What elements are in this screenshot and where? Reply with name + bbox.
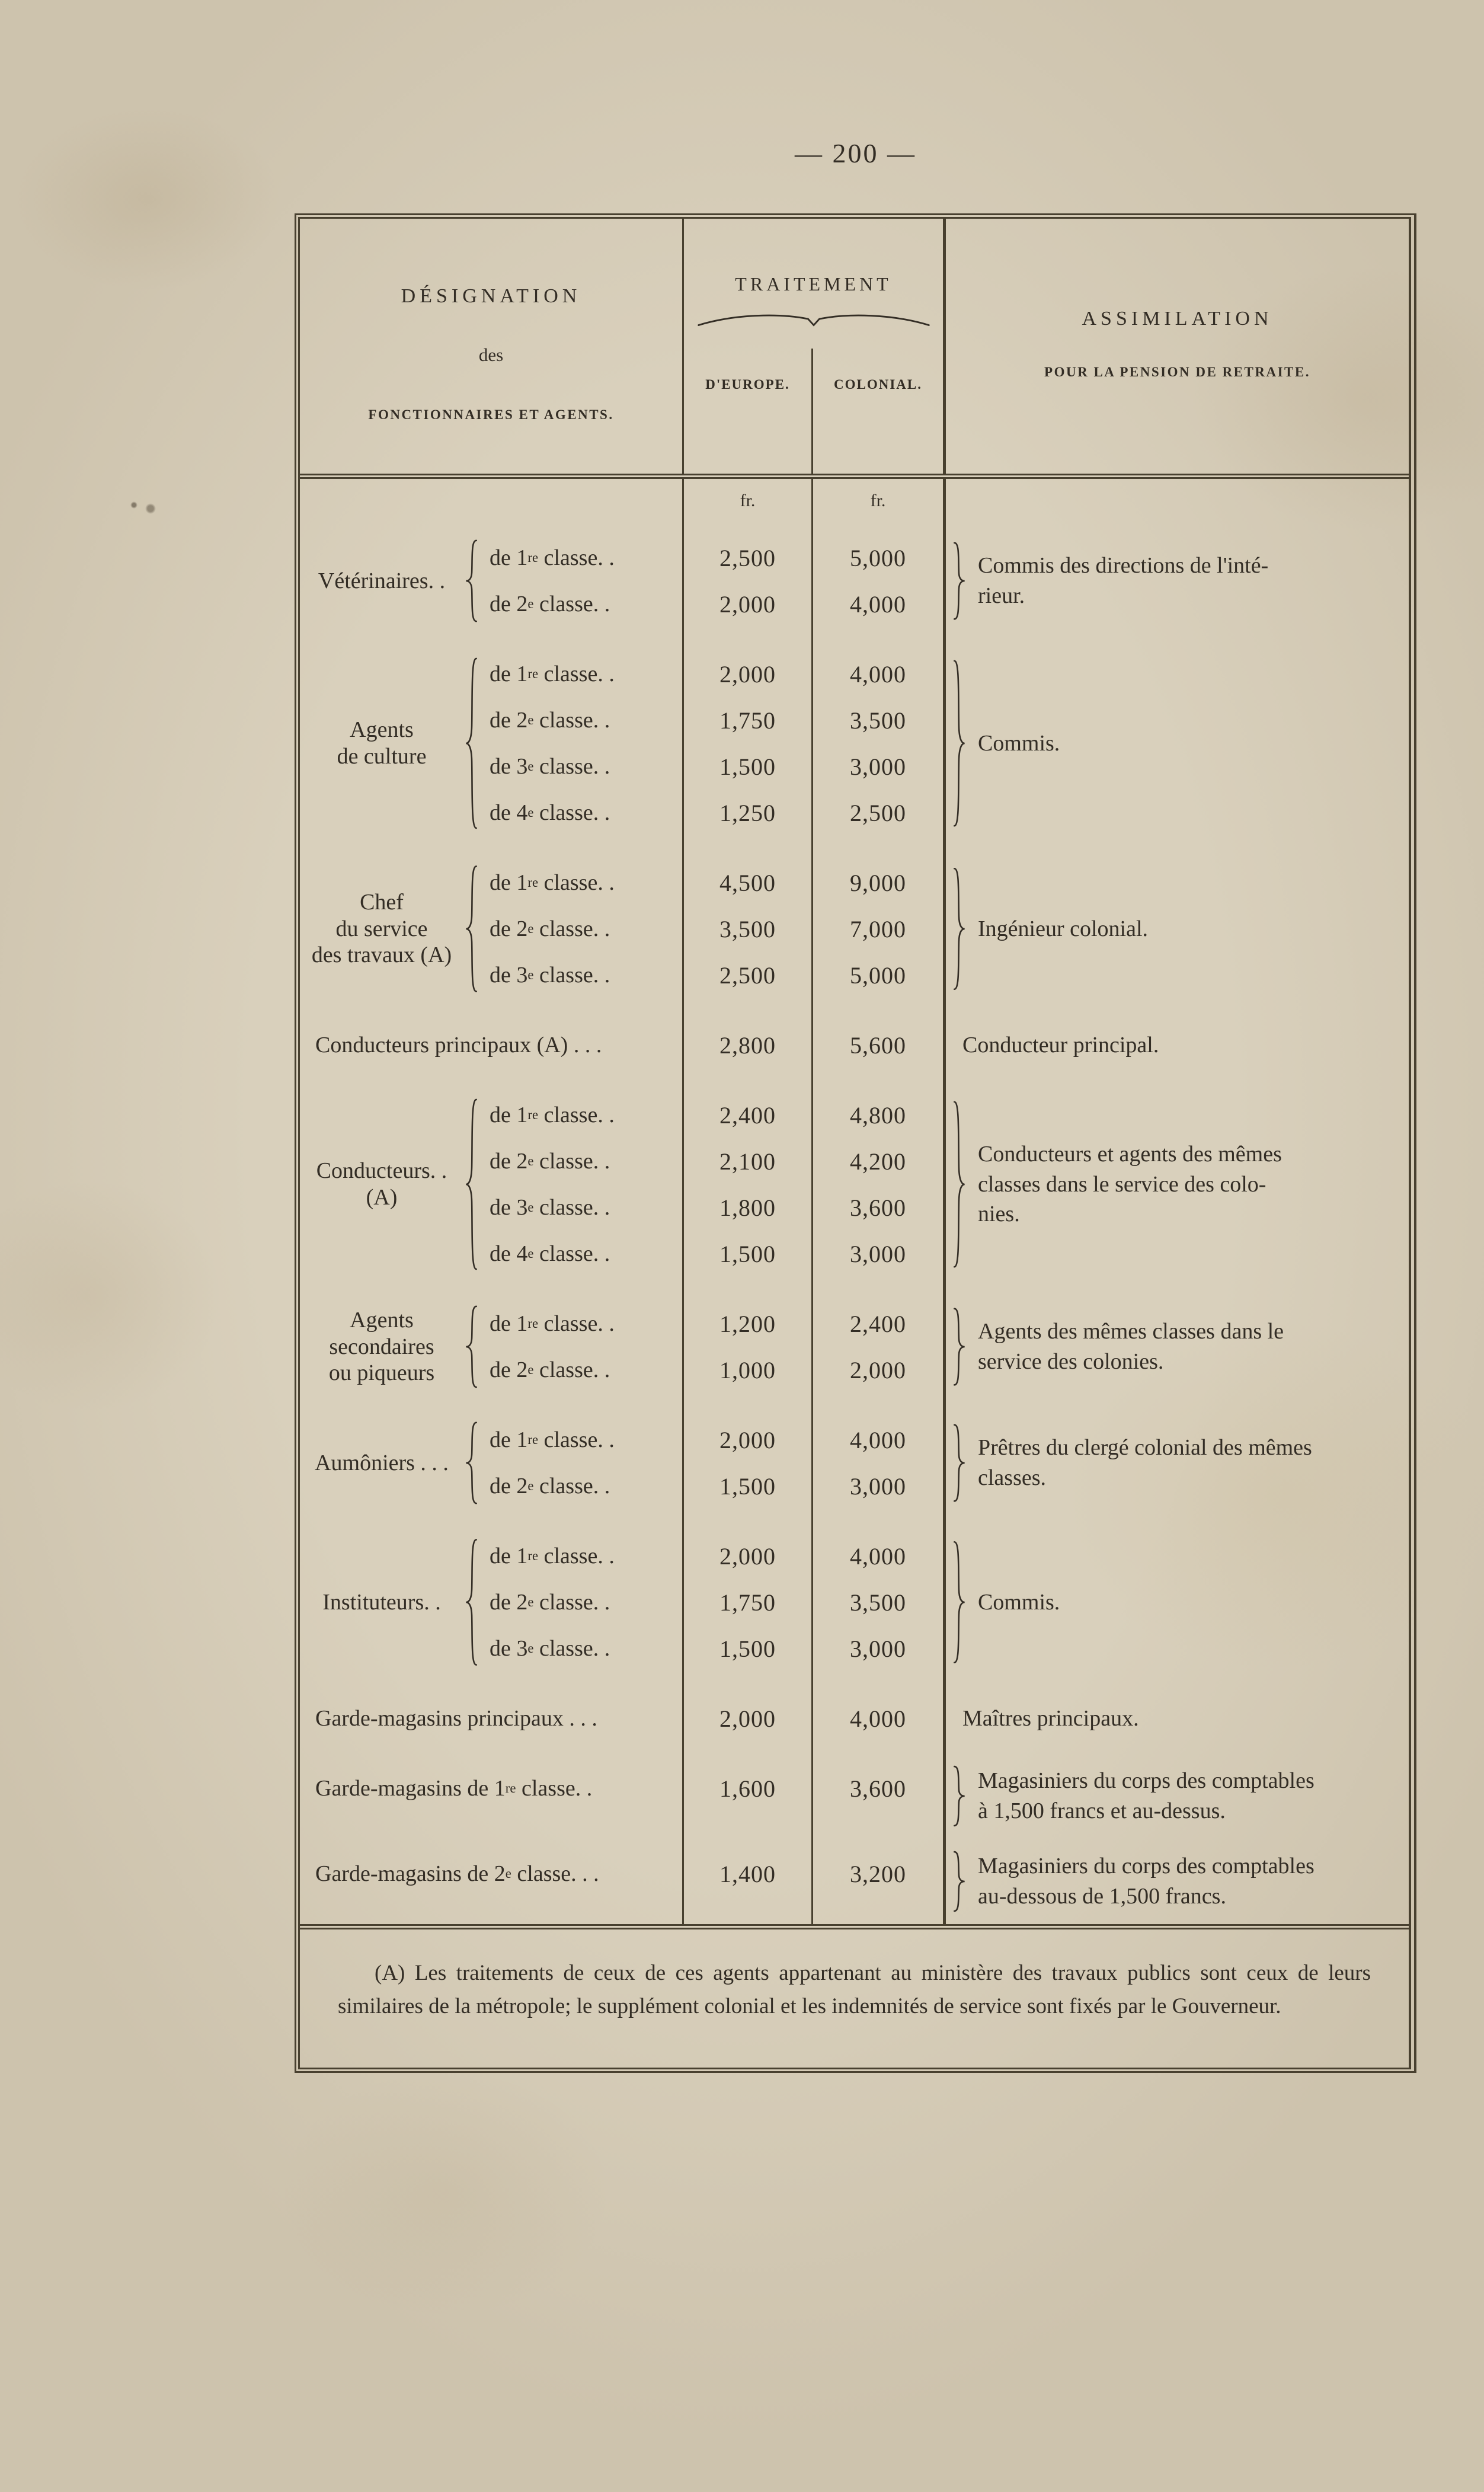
- assimilation-text: [967, 1433, 1312, 1493]
- salary-colonial-cell: [811, 1010, 943, 1080]
- class-row: de 2 e classe. .: [490, 1474, 610, 1499]
- class-row: de 2 e classe. .: [490, 708, 610, 733]
- salary-europe-cell: [682, 1839, 811, 1924]
- assimilation-cell: [943, 1521, 1409, 1683]
- opening-brace: [463, 655, 479, 832]
- class-row: de 1 re classe. .: [490, 1311, 615, 1336]
- assimilation-line: au-dessous de 1,500 francs.: [978, 1884, 1226, 1909]
- assimilation-inner: [946, 1307, 1409, 1386]
- salary-europe-value: 2,500: [719, 961, 776, 989]
- designation-label-line: ou piqueurs: [328, 1360, 435, 1386]
- salary-colonial-value: 5,000: [850, 961, 906, 989]
- closing-brace: [952, 657, 967, 829]
- opening-brace-icon: [463, 655, 479, 832]
- opening-brace: [463, 1537, 479, 1667]
- designation-cell: [300, 848, 682, 1010]
- designation-group-label: [300, 1307, 463, 1386]
- assimilation-line: Commis.: [978, 1589, 1060, 1615]
- salary-europe-value: 3,500: [719, 915, 776, 943]
- class-row: de 2 e classe. .: [490, 1590, 610, 1615]
- salary-colonial-value: 2,400: [850, 1310, 906, 1337]
- table-frame: [295, 213, 1416, 2073]
- assimilation-text: [952, 1704, 1139, 1734]
- salary-colonial-value: 3,600: [850, 1194, 906, 1221]
- class-row: de 2 e classe. .: [490, 1149, 610, 1174]
- salary-europe-value: 2,800: [719, 1031, 776, 1059]
- class-row: de 3 e classe. .: [490, 963, 610, 988]
- closing-brace: [952, 1098, 967, 1270]
- assimilation-cell: [943, 1839, 1409, 1924]
- assimilation-line: Magasiniers du corps des comptables: [978, 1768, 1315, 1794]
- salary-europe-value: 1,400: [719, 1860, 776, 1887]
- salary-europe-cell: [682, 848, 811, 1010]
- assimilation-cell: [943, 1683, 1409, 1753]
- designation-label-line: Vétérinaires. .: [318, 568, 446, 593]
- designation-group-label: [300, 568, 463, 595]
- opening-brace: [463, 864, 479, 994]
- designation-group: [300, 1092, 682, 1277]
- assimilation-text: [967, 729, 1060, 759]
- class-row: de 4 e classe. .: [490, 1241, 610, 1266]
- class-list: [479, 535, 682, 627]
- assimilation-text: [967, 1766, 1315, 1826]
- salary-colonial-cell: [811, 1080, 943, 1289]
- assimilation-text: [967, 1851, 1315, 1912]
- designation-cell: [300, 1080, 682, 1289]
- assimilation-cell: [943, 1080, 1409, 1289]
- unit-colonial: fr.: [811, 479, 943, 523]
- assimilation-text: [967, 914, 1148, 944]
- salary-europe-value: 2,000: [719, 1542, 776, 1570]
- opening-brace-icon: [463, 864, 479, 994]
- salary-europe-value: 1,000: [719, 1356, 776, 1384]
- assimilation-cell: [943, 1405, 1409, 1521]
- assimilation-inner: [946, 1030, 1409, 1060]
- salary-europe-value: 2,000: [719, 1705, 776, 1732]
- salary-colonial-value: 3,500: [850, 1589, 906, 1616]
- designation-cell: [300, 639, 682, 848]
- salary-colonial-cell: [811, 1683, 943, 1753]
- class-row: de 1 re classe. .: [490, 662, 615, 686]
- salary-europe-cell: [682, 1080, 811, 1289]
- closing-brace: [952, 541, 967, 621]
- page-number: — 200 —: [795, 138, 916, 168]
- designation-label-line: du service: [335, 916, 428, 941]
- class-row: de 4 e classe. .: [490, 800, 610, 825]
- closing-brace-icon: [952, 1423, 967, 1503]
- assimilation-cell: [943, 1010, 1409, 1080]
- assimilation-line: rieur.: [978, 583, 1025, 608]
- salary-europe-value: 2,500: [719, 544, 776, 571]
- salary-europe-cell: [682, 1010, 811, 1080]
- class-list: [479, 1417, 682, 1509]
- assimilation-line: à 1,500 francs et au-dessus.: [978, 1798, 1226, 1823]
- assimilation-line: Conducteur principal.: [962, 1032, 1159, 1057]
- salary-europe-cell: [682, 1289, 811, 1405]
- designation-group-label: [300, 1589, 463, 1616]
- assimilation-line: Agents des mêmes classes dans le: [978, 1319, 1284, 1344]
- closing-brace: [952, 1851, 967, 1912]
- salary-europe-cell: [682, 639, 811, 848]
- salary-colonial-value: 4,200: [850, 1148, 906, 1175]
- closing-brace-icon: [952, 1539, 967, 1665]
- salary-colonial-cell: [811, 1753, 943, 1839]
- class-row: de 1 re classe. .: [490, 870, 615, 895]
- designation-label-line: Aumôniers . . .: [315, 1450, 449, 1475]
- class-row: de 1 re classe. .: [490, 1544, 615, 1568]
- assimilation-inner: [946, 657, 1409, 829]
- designation-cell: [300, 1289, 682, 1405]
- salary-europe-cell: [682, 1753, 811, 1839]
- designation-group-label: [300, 1450, 463, 1477]
- traitement-subcolumns: [684, 349, 943, 474]
- class-list: [479, 1301, 682, 1393]
- designation-label-line: de culture: [337, 744, 427, 769]
- salary-colonial-value: 3,000: [850, 1472, 906, 1500]
- salary-colonial-value: 4,000: [850, 1426, 906, 1453]
- closing-brace-icon: [952, 1765, 967, 1827]
- salary-colonial-value: 4,000: [850, 590, 906, 618]
- salary-europe-cell: [682, 1683, 811, 1753]
- designation-group-label: [300, 717, 463, 770]
- assimilation-cell: [943, 1753, 1409, 1839]
- assimilation-inner: [946, 1704, 1409, 1734]
- salary-colonial-value: 2,500: [850, 799, 906, 826]
- salary-europe-value: 1,250: [719, 799, 776, 826]
- opening-brace-icon: [463, 1305, 479, 1389]
- salary-europe-value: 2,000: [719, 1426, 776, 1453]
- designation-label-line: (A): [366, 1185, 398, 1210]
- traitement-brace-icon: [695, 311, 932, 328]
- unit-europe: fr.: [682, 479, 811, 523]
- traitement-title: TRAITEMENT: [735, 273, 892, 295]
- salary-europe-cell: [682, 523, 811, 639]
- assimilation-line: Commis.: [978, 730, 1060, 756]
- closing-brace-icon: [952, 1307, 967, 1386]
- salary-colonial-value: 4,000: [850, 1705, 906, 1732]
- closing-brace: [952, 1539, 967, 1665]
- assimilation-inner: [946, 866, 1409, 992]
- salary-colonial-value: 3,000: [850, 753, 906, 780]
- opening-brace-icon: [463, 1096, 479, 1273]
- salary-colonial-cell: [811, 1405, 943, 1521]
- closing-brace: [952, 1307, 967, 1386]
- closing-brace: [952, 1423, 967, 1503]
- designation-subtitle: des: [478, 344, 504, 365]
- assimilation-subtitle: POUR LA PENSION DE RETRAITE.: [1044, 365, 1310, 379]
- salary-colonial-value: 3,600: [850, 1775, 906, 1802]
- designation-group-label: [300, 1158, 463, 1211]
- salary-colonial-cell: [811, 639, 943, 848]
- double-rule: [300, 474, 1409, 479]
- assimilation-line: Conducteurs et agents des mêmes: [978, 1141, 1282, 1167]
- designation-cell: [300, 1010, 682, 1080]
- designation-group: [300, 1417, 682, 1509]
- class-row: de 1 re classe. .: [490, 1427, 615, 1452]
- designation-cell: [300, 1405, 682, 1521]
- designation-label-line: Agents: [350, 717, 414, 743]
- assimilation-line: service des colonies.: [978, 1349, 1164, 1374]
- designation-cell: [300, 1683, 682, 1753]
- assimilation-text: [967, 1317, 1284, 1377]
- designation-label-line: Agents: [350, 1307, 414, 1333]
- table-body: [300, 523, 1409, 1924]
- footnote: (A) Les traitements de ceux de ces agents appartenant au ministère des travaux publics sont ceux de leurs similaires de la métropole; le supplément colonial et les indemnités de service sont fixés par le Gouverneur.: [338, 1961, 1371, 2018]
- assimilation-text: [967, 551, 1268, 611]
- class-row: de 2 e classe. .: [490, 916, 610, 941]
- salary-europe-value: 1,200: [719, 1310, 776, 1337]
- designation-cell: [300, 1521, 682, 1683]
- salary-europe-value: 1,500: [719, 1635, 776, 1662]
- salary-europe-value: 1,500: [719, 1240, 776, 1267]
- table-header: [300, 219, 1409, 523]
- designation-row: Conducteurs principaux (A) . . .: [315, 1033, 602, 1057]
- closing-brace-icon: [952, 1851, 967, 1912]
- assimilation-line: Prêtres du clergé colonial des mêmes: [978, 1435, 1312, 1461]
- salary-colonial-cell: [811, 1839, 943, 1924]
- class-row: de 3 e classe. .: [490, 1195, 610, 1220]
- salary-europe-value: 1,750: [719, 707, 776, 734]
- assimilation-inner: [946, 1539, 1409, 1665]
- closing-brace-icon: [952, 866, 967, 992]
- assimilation-text: [952, 1030, 1159, 1060]
- salary-colonial-value: 4,000: [850, 660, 906, 688]
- salary-europe-value: 1,750: [719, 1589, 776, 1616]
- salary-europe-value: 1,500: [719, 1472, 776, 1500]
- assimilation-line: Commis des directions de l'inté-: [978, 553, 1269, 579]
- opening-brace: [463, 1421, 479, 1505]
- salary-europe-value: 1,800: [719, 1194, 776, 1221]
- salary-colonial-cell: [811, 1289, 943, 1405]
- salary-colonial-cell: [811, 1521, 943, 1683]
- assimilation-line: Maîtres principaux.: [962, 1705, 1139, 1731]
- closing-brace-icon: [952, 541, 967, 621]
- salary-colonial-value: 3,000: [850, 1240, 906, 1267]
- salary-colonial-value: 3,000: [850, 1635, 906, 1662]
- designation-group: [300, 651, 682, 836]
- col-header-colonial: COLONIAL.: [811, 349, 943, 474]
- assimilation-line: nies.: [978, 1202, 1020, 1227]
- assimilation-inner: [946, 1851, 1409, 1912]
- assimilation-text: [967, 1139, 1282, 1230]
- designation-label-line: des travaux (A): [311, 943, 452, 968]
- assimilation-title: ASSIMILATION: [1082, 308, 1273, 330]
- salary-europe-value: 2,400: [719, 1101, 776, 1129]
- designation-group: [300, 535, 682, 627]
- assimilation-cell: [943, 523, 1409, 639]
- salary-colonial-value: 9,000: [850, 869, 906, 896]
- salary-europe-cell: [682, 1521, 811, 1683]
- designation-label-line: Conducteurs. .: [316, 1158, 447, 1184]
- designation-row: Garde-magasins de 1 re classe. .: [315, 1776, 593, 1801]
- assimilation-cell: [943, 1289, 1409, 1405]
- salary-colonial-value: 7,000: [850, 915, 906, 943]
- designation-row: Garde-magasins de 2 e classe. . .: [315, 1861, 599, 1886]
- salary-colonial-cell: [811, 523, 943, 639]
- closing-brace-icon: [952, 1098, 967, 1270]
- assimilation-inner: [946, 1098, 1409, 1270]
- assimilation-cell: [943, 848, 1409, 1010]
- opening-brace-icon: [463, 1421, 479, 1505]
- salary-colonial-value: 5,600: [850, 1031, 906, 1059]
- salary-colonial-value: 4,000: [850, 1542, 906, 1570]
- class-row: de 1 re classe. .: [490, 1103, 615, 1127]
- designation-label-line: secondaires: [329, 1334, 434, 1359]
- designation-title: DÉSIGNATION: [401, 285, 581, 307]
- col-header-europe: D'EUROPE.: [705, 377, 790, 392]
- class-list: [479, 1092, 682, 1277]
- designation-label-line: Instituteurs. .: [322, 1589, 441, 1615]
- designation-cell: [300, 1839, 682, 1924]
- salary-europe-value: 2,000: [719, 590, 776, 618]
- unit-cell-empty: [300, 479, 682, 523]
- closing-brace: [952, 1765, 967, 1827]
- opening-brace: [463, 1305, 479, 1389]
- designation-group: [300, 860, 682, 998]
- unit-cell-empty: [943, 479, 1409, 523]
- class-row: de 3 e classe. .: [490, 1636, 610, 1661]
- salary-colonial-value: 3,200: [850, 1860, 906, 1887]
- assimilation-line: classes dans le service des colo-: [978, 1171, 1266, 1197]
- closing-brace-icon: [952, 657, 967, 829]
- designation-group-label: [300, 889, 463, 969]
- opening-brace-icon: [463, 539, 479, 623]
- class-list: [479, 651, 682, 836]
- salary-europe-value: 4,500: [719, 869, 776, 896]
- assimilation-line: Magasiniers du corps des comptables: [978, 1854, 1315, 1879]
- double-rule: [300, 1924, 1409, 1929]
- designation-subtitle-2: FONCTIONNAIRES ET AGENTS.: [368, 407, 614, 422]
- salary-europe-value: 1,600: [719, 1775, 776, 1802]
- assimilation-inner: [946, 541, 1409, 621]
- designation-group: [300, 1301, 682, 1393]
- assimilation-inner: [946, 1423, 1409, 1503]
- designation-row: Garde-magasins principaux . . .: [315, 1706, 597, 1731]
- assimilation-line: Ingénieur colonial.: [978, 916, 1149, 941]
- salary-colonial-value: 3,500: [850, 707, 906, 734]
- class-list: [479, 1533, 682, 1672]
- designation-label-line: Chef: [360, 889, 404, 915]
- closing-brace: [952, 866, 967, 992]
- assimilation-text: [967, 1587, 1060, 1618]
- designation-cell: [300, 1753, 682, 1839]
- designation-group: [300, 1533, 682, 1672]
- col-header-assimilation: [943, 219, 1409, 474]
- designation-cell: [300, 523, 682, 639]
- class-list: [479, 860, 682, 998]
- salary-europe-value: 2,100: [719, 1148, 776, 1175]
- opening-brace: [463, 539, 479, 623]
- salary-colonial-cell: [811, 848, 943, 1010]
- col-header-designation: [300, 219, 682, 474]
- salary-europe-cell: [682, 1405, 811, 1521]
- salary-europe-value: 1,500: [719, 753, 776, 780]
- class-row: de 1 re classe. .: [490, 545, 615, 570]
- class-row: de 2 e classe. .: [490, 592, 610, 616]
- col-header-traitement: [682, 219, 943, 474]
- salary-colonial-value: 5,000: [850, 544, 906, 571]
- opening-brace: [463, 1096, 479, 1273]
- salary-europe-value: 2,000: [719, 660, 776, 688]
- salary-colonial-value: 4,800: [850, 1101, 906, 1129]
- opening-brace-icon: [463, 1537, 479, 1667]
- assimilation-cell: [943, 639, 1409, 848]
- class-row: de 2 e classe. .: [490, 1357, 610, 1382]
- assimilation-inner: [946, 1765, 1409, 1827]
- class-row: de 3 e classe. .: [490, 754, 610, 779]
- assimilation-line: classes.: [978, 1465, 1047, 1490]
- salary-colonial-value: 2,000: [850, 1356, 906, 1384]
